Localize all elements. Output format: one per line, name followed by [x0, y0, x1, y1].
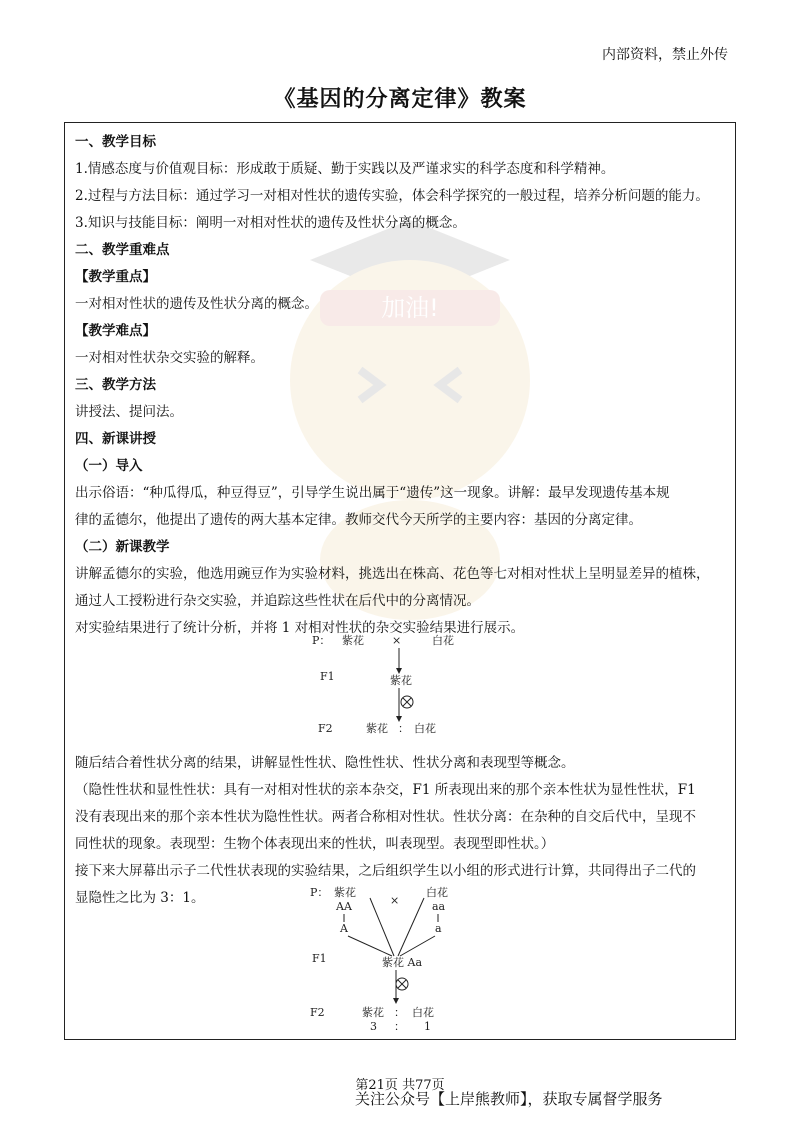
paragraph: 显隐性之比为 3：1。: [75, 890, 205, 906]
section-heading: 四、新课讲授: [75, 431, 156, 447]
paragraph: 1.情感态度与价值观目标：形成敢于质疑、勤于实践以及严谨求实的科学态度和科学精神。: [75, 161, 615, 177]
paragraph: 2.过程与方法目标：通过学习一对相对性状的遗传实验，体会科学探究的一般过程，培养分析问题的能力。: [75, 188, 709, 204]
ratio-3: 3: [370, 1020, 377, 1033]
paragraph: 律的孟德尔，他提出了遗传的两大基本定律。教师交代今天所学的主要内容：基因的分离定律。: [75, 512, 642, 528]
f1-label: F1: [320, 670, 335, 683]
genotype-aa: aa: [432, 900, 446, 913]
paragraph: 同性状的现象。表现型：生物个体表现出来的性状，叫表现型。表现型即性状。）: [75, 836, 555, 852]
paragraph: 一对相对性状的遗传及性状分离的概念。: [75, 296, 318, 312]
section-heading: 二、教学重难点: [75, 242, 170, 258]
paragraph: 随后结合着性状分离的结果，讲解显性性状、隐性性状、性状分离和表现型等概念。: [75, 755, 575, 771]
p-label: P：: [312, 634, 331, 647]
cross-symbol: ×: [392, 634, 402, 647]
f2-white: 白花: [412, 1006, 434, 1019]
paragraph: 接下来大屏幕出示子二代性状表现的实验结果，之后组织学生以小组的形式进行计算，共同得出子二代的: [75, 863, 696, 879]
p-white: 白花: [426, 886, 448, 899]
f1-purple: 紫花: [390, 674, 412, 687]
p-label: P：: [310, 886, 329, 899]
paragraph: 讲授法、提问法。: [75, 404, 183, 420]
p-white: 白花: [432, 634, 454, 647]
ratio-1: 1: [424, 1020, 431, 1033]
paragraph: 讲解孟德尔的实验，他选用豌豆作为实验材料，挑选出在株高、花色等七对相对性状上呈明显差异的植株，: [75, 566, 710, 582]
genotype-AA: AA: [336, 900, 352, 913]
section-heading: 三、教学方法: [75, 377, 156, 393]
paragraph: 对实验结果进行了统计分析，并将 1 对相对性状的杂交实验结果进行展示。: [75, 620, 525, 636]
f2-label: F2: [318, 722, 333, 735]
promo-text: 关注公众号【上岸熊教师】，获取专属督学服务: [355, 1090, 663, 1108]
f2-purple: 紫花: [362, 1006, 384, 1019]
confidential-note: 内部资料，禁止外传: [602, 47, 728, 63]
paragraph: 没有表现出来的那个亲本性状为隐性性状。两者合称相对性状。性状分离：在杂种的自交后代中，呈现不: [75, 809, 696, 825]
gamete-a: a: [435, 922, 442, 935]
subheading: （二）新课教学: [75, 539, 170, 555]
paragraph: 出示俗语：“种瓜得瓜，种豆得豆”，引导学生说出属于“遗传”这一现象。讲解：最早发现遗传基本规: [75, 485, 670, 501]
paragraph: 通过人工授粉进行杂交实验，并追踪这些性状在后代中的分离情况。: [75, 593, 480, 609]
f2-purple: 紫花: [366, 722, 388, 735]
subheading: 【教学难点】: [75, 323, 156, 339]
paragraph: 3.知识与技能目标：阐明一对相对性状的遗传及性状分离的概念。: [75, 215, 466, 231]
p-purple: 紫花: [342, 634, 364, 647]
gamete-A: A: [340, 922, 348, 935]
p-purple: 紫花: [334, 886, 356, 899]
f2-white: 白花: [414, 722, 436, 735]
subheading: 【教学重点】: [75, 269, 156, 285]
f1-label: F1: [312, 952, 327, 965]
cross-symbol: ×: [390, 894, 400, 907]
f2-colon: ：: [394, 1006, 405, 1019]
cross-diagram-2: [300, 882, 480, 1036]
f2-colon: ：: [398, 722, 409, 735]
page-number: 第21页 共77页: [355, 1078, 445, 1093]
paragraph: （隐性性状和显性性状：具有一对相对性状的亲本杂交，F1 所表现出来的那个亲本性状为显性性状，F1: [75, 782, 696, 798]
f1-genotype: 紫花 Aa: [382, 956, 422, 969]
page-title: 《基因的分离定律》教案: [273, 86, 527, 112]
ratio-colon: ：: [394, 1020, 405, 1033]
section-heading: 一、教学目标: [75, 134, 156, 150]
paragraph: 一对相对性状杂交实验的解释。: [75, 350, 264, 366]
watermark-badge: 加油!: [381, 294, 439, 322]
lesson-content: [75, 129, 730, 912]
subheading: （一）导入: [75, 458, 143, 474]
cross-diagram-1: [300, 628, 500, 742]
f2-label: F2: [310, 1006, 325, 1019]
